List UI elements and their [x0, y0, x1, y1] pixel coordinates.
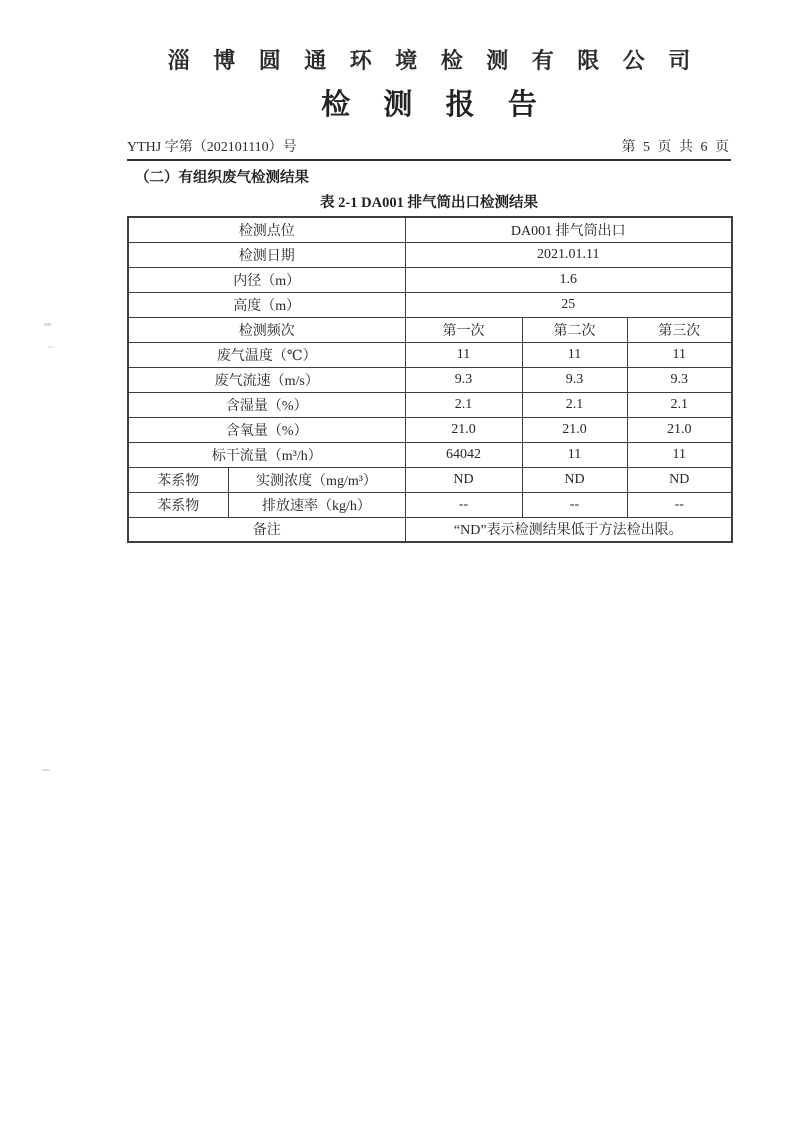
row-value: 11: [405, 342, 522, 367]
row-value: --: [627, 492, 732, 517]
table-row-flow: [128, 442, 732, 467]
row-value: ND: [405, 467, 522, 492]
table-row-remark: [128, 517, 732, 542]
row-label: 排放速率（kg/h）: [228, 492, 405, 517]
table-row-point: [128, 217, 732, 242]
scan-artifact: [42, 769, 50, 771]
row-value: 11: [522, 342, 627, 367]
row-value: 9.3: [627, 367, 732, 392]
table-row-benzene-concentration: [128, 467, 732, 492]
table-row-diameter: [128, 267, 732, 292]
table-caption: 表 2-1 DA001 排气筒出口检测结果: [320, 195, 538, 211]
row-value: 11: [522, 442, 627, 467]
row-label: 含湿量（%）: [128, 392, 405, 417]
scan-artifact: [48, 346, 53, 348]
table-row-moisture: [128, 392, 732, 417]
row-value: 2.1: [522, 392, 627, 417]
row-value: ND: [627, 467, 732, 492]
freq-col-3: 第三次: [627, 317, 732, 342]
row-label: 备注: [128, 517, 405, 542]
row-label: 检测频次: [128, 317, 405, 342]
pollutant-group: 苯系物: [128, 492, 228, 517]
table-row-velocity: [128, 367, 732, 392]
row-value: 2.1: [405, 392, 522, 417]
row-label: 内径（m）: [128, 267, 405, 292]
remark-value: “ND”表示检测结果低于方法检出限。: [405, 517, 732, 542]
table-row-temperature: [128, 342, 732, 367]
page-indicator: 第 5 页 共 6 页: [621, 140, 731, 155]
doc-number: YTHJ 字第（202101110）号: [127, 140, 297, 155]
row-label: 高度（m）: [128, 292, 405, 317]
row-label: 废气温度（℃）: [128, 342, 405, 367]
freq-col-1: 第一次: [405, 317, 522, 342]
row-value: 64042: [405, 442, 522, 467]
row-value: 11: [627, 442, 732, 467]
row-label: 含氧量（%）: [128, 417, 405, 442]
pollutant-group: 苯系物: [128, 467, 228, 492]
row-value: ND: [522, 467, 627, 492]
row-value: 25: [405, 292, 732, 317]
row-value: 21.0: [522, 417, 627, 442]
table-row-height: [128, 292, 732, 317]
section-heading: （二）有组织废气检测结果: [135, 170, 309, 186]
report-title: 检 测 报 告: [321, 89, 550, 121]
row-value: --: [405, 492, 522, 517]
row-label: 实测浓度（mg/m³）: [228, 467, 405, 492]
row-label: 废气流速（m/s）: [128, 367, 405, 392]
row-value: 2.1: [627, 392, 732, 417]
freq-col-2: 第二次: [522, 317, 627, 342]
row-value: 21.0: [405, 417, 522, 442]
row-label: 标干流量（m³/h）: [128, 442, 405, 467]
row-label: 检测点位: [128, 217, 405, 242]
scan-artifact: [44, 323, 51, 326]
table-row-oxygen: [128, 417, 732, 442]
row-value: 21.0: [627, 417, 732, 442]
row-value: --: [522, 492, 627, 517]
row-value: 9.3: [522, 367, 627, 392]
row-value: 11: [627, 342, 732, 367]
table-row-frequency: [128, 317, 732, 342]
meta-row: [127, 136, 731, 161]
row-value: DA001 排气筒出口: [405, 217, 732, 242]
results-table: [127, 216, 733, 543]
row-label: 检测日期: [128, 242, 405, 267]
company-name: 淄 博 圆 通 环 境 检 测 有 限 公 司: [167, 48, 700, 73]
table-row-date: [128, 242, 732, 267]
row-value: 1.6: [405, 267, 732, 292]
row-value: 2021.01.11: [405, 242, 732, 267]
page-content: [127, 44, 731, 543]
table-row-benzene-rate: [128, 492, 732, 517]
row-value: 9.3: [405, 367, 522, 392]
